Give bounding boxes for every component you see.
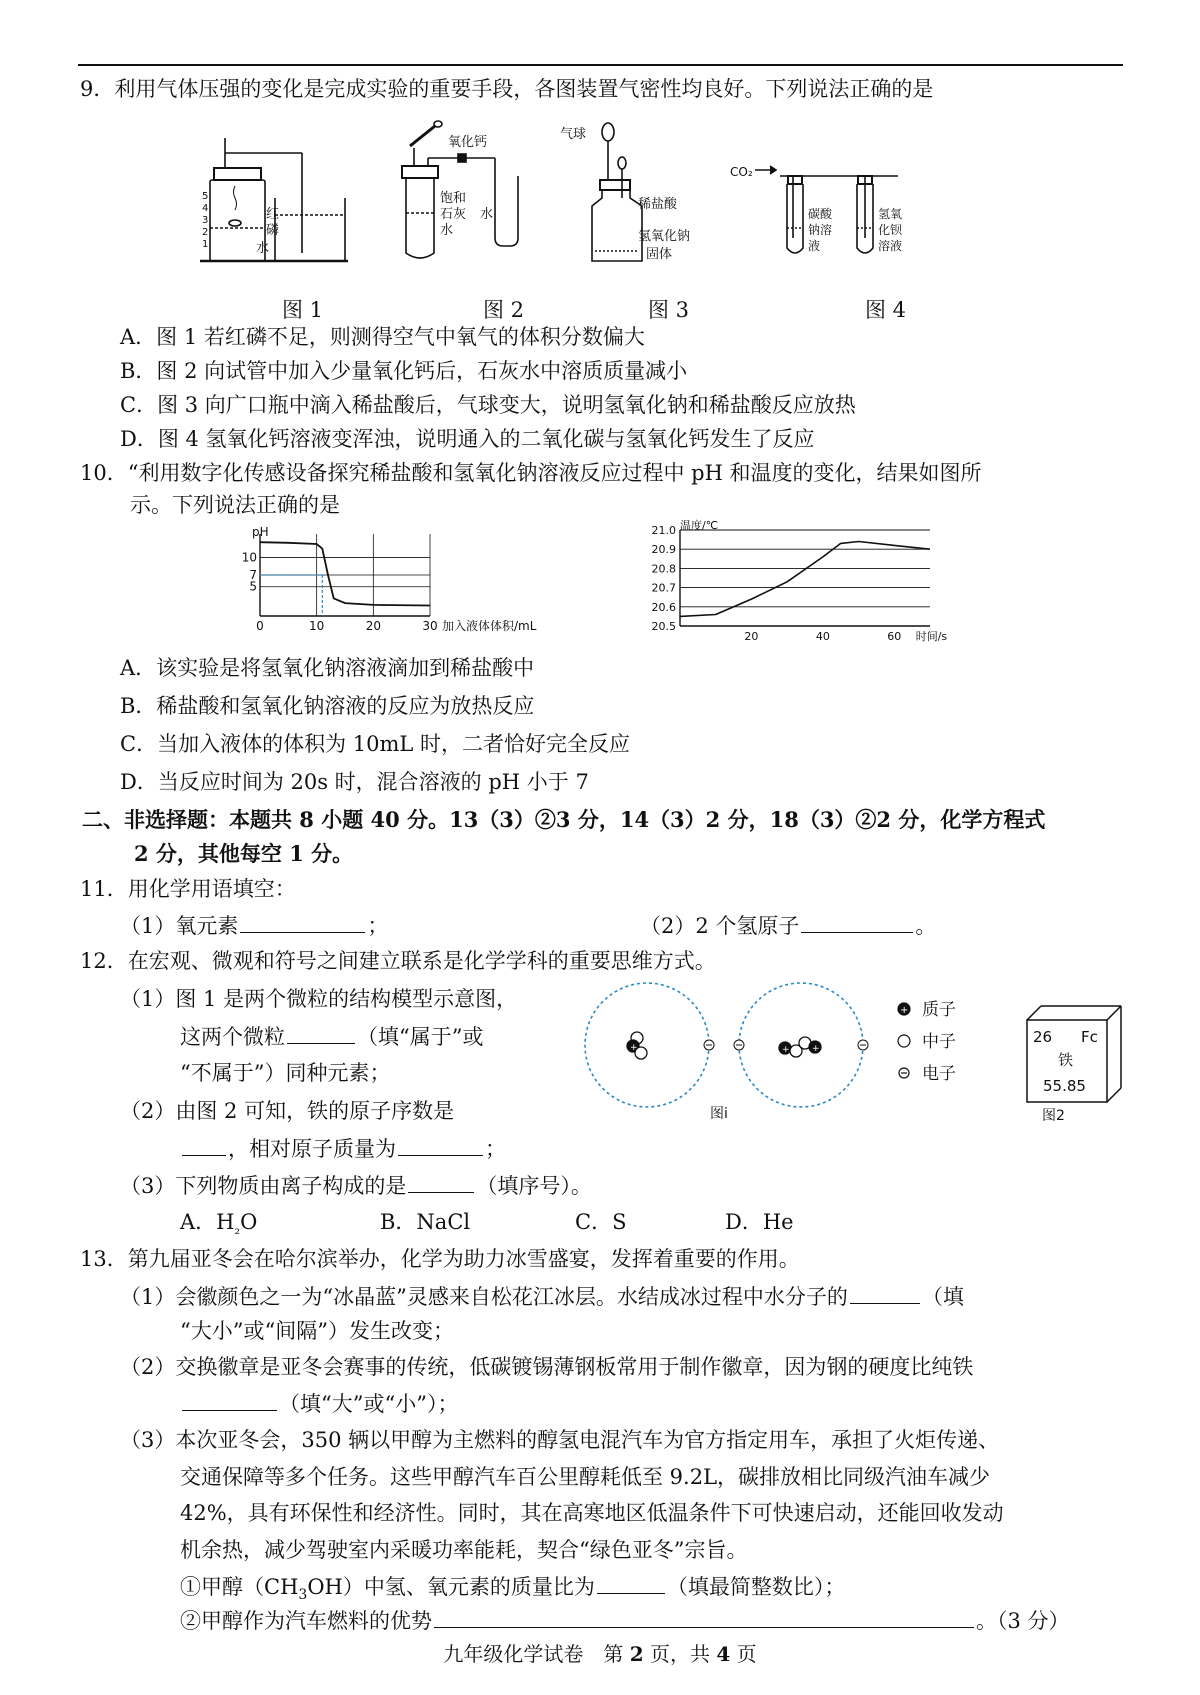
- fig1-label-phos2: 磷: [266, 223, 280, 238]
- q13-part-3e: ①甲醇$(CH_3OH)$中氢、氧元素的质量比为 （填最简整数比）；: [180, 1571, 845, 1610]
- temp-x-tick: 40: [815, 630, 830, 643]
- q10-option-d: D．当反应时间为 20s 时，混合溶液的 pH 小于 7: [120, 770, 589, 794]
- fig4-label-ca3: 溶液: [878, 239, 903, 253]
- temp-x-tick: 60: [887, 630, 902, 643]
- q12-choice-d: D．He: [725, 1210, 794, 1234]
- q10-option-c: C．当加入液体的体积为 10mL 时，二者恰好完全反应: [120, 732, 630, 756]
- element-name: 铁: [1058, 1051, 1074, 1069]
- q10-option-b: B．稀盐酸和氢氧化钠溶液的反应为放热反应: [120, 694, 535, 718]
- fig4-label-na3: 液: [808, 239, 821, 253]
- q13-part-2b: [180, 1388, 458, 1419]
- q13-blank-2[interactable]: [182, 1388, 277, 1411]
- legend-proton: 质子: [922, 1000, 956, 1020]
- temp-y-tick: 20.7: [651, 581, 676, 595]
- temp-y-tick: 20.6: [651, 600, 676, 614]
- q13-part-1b: “大小”或“间隔”）发生改变；: [180, 1319, 454, 1343]
- ph-x-tick: 10: [309, 619, 325, 633]
- ph-y-label: pH: [252, 525, 269, 539]
- ph-x-label: 加入液体体积/mL: [442, 619, 537, 633]
- ph-x-tick: 30: [422, 619, 438, 633]
- q10-option-a: A．该实验是将氢氧化钠溶液滴加到稀盐酸中: [120, 656, 535, 680]
- figure-2-caption: 图 2: [483, 298, 525, 322]
- figure-3-apparatus: [592, 123, 642, 261]
- atom-2-nucleus: [779, 1037, 821, 1057]
- fig3-label-naoh2: 固体: [646, 247, 673, 262]
- q13-part-2a: （2）交换徽章是亚冬会赛事的传统，低碳镀锡薄钢板常用于制作徽章，因为钢的硬度比纯铁: [120, 1355, 974, 1379]
- figure-1-ticks: [202, 191, 208, 250]
- svg-text:4: 4: [202, 203, 209, 214]
- q13-part-3a: （3）本次亚冬会，350 辆以甲醇为主燃料的醇氢电混汽车为官方指定用车，承担了火炬传递、: [120, 1428, 1000, 1452]
- q11-stem: 11．用化学用语填空：: [80, 877, 296, 901]
- q13-part-1a: [120, 1281, 964, 1312]
- ph-series-line: [260, 542, 430, 605]
- section-2-heading-2: 2 分，其他每空 1 分。: [134, 841, 354, 866]
- q12-blank-4[interactable]: [408, 1170, 474, 1193]
- q13-blank-4[interactable]: [434, 1605, 974, 1628]
- q12-part-3-text: （3）下列物质由离子构成的是: [120, 1174, 407, 1198]
- q12-part-1b-text: 这两个微粒: [180, 1025, 285, 1049]
- fig2-label-reagent: 氧化钙: [448, 135, 488, 150]
- q13-part-1a-text: （1）会徽颜色之一为“冰晶蓝”灵感来自松花江冰层。水结成冰过程中水分子的: [120, 1285, 848, 1309]
- temp-y-tick: 20.5: [651, 620, 676, 633]
- fig2-label-lime3: 水: [440, 223, 454, 238]
- figure-2-caption-q12: 图2: [1042, 1108, 1065, 1124]
- q12-part-2b-text: ，相对原子质量为: [228, 1137, 396, 1161]
- q9-option-d: D．图 4 氢氧化钙溶液变浑浊，说明通入的二氧化碳与氢氧化钙发生了反应: [120, 427, 815, 451]
- ph-y-tick: 5: [249, 579, 257, 594]
- svg-text:3: 3: [202, 215, 209, 226]
- fig4-label-na2: 钠溶: [808, 223, 833, 237]
- q11-blank-2[interactable]: [801, 910, 913, 933]
- ph-x-tick: 20: [365, 619, 381, 633]
- ph-chart: [241, 525, 620, 646]
- element-mass: 55.85: [1043, 1077, 1086, 1095]
- svg-text:2: 2: [202, 227, 209, 238]
- temp-series-line: [680, 542, 930, 617]
- q12-choice-c: C．S: [575, 1210, 627, 1234]
- temp-y-tick: 20.9: [651, 543, 676, 557]
- q12-part-1b: [180, 1021, 483, 1052]
- fig4-label-ca2: 化钡: [878, 223, 903, 237]
- legend-neutron: 中子: [922, 1032, 956, 1052]
- atom-legend: [898, 1003, 910, 1078]
- q9-stem: 9．利用气体压强的变化是完成实验的重要手段，各图装置气密性均良好。下列说法正确的是: [80, 77, 934, 101]
- figure-1-caption: 图 1: [282, 298, 324, 322]
- q12-blank-3[interactable]: [398, 1133, 483, 1156]
- q12-stem: 12．在宏观、微观和符号之间建立联系是化学学科的重要思维方式。: [80, 949, 716, 973]
- q12-blank-2[interactable]: [182, 1133, 226, 1156]
- svg-text:+: +: [900, 1005, 909, 1016]
- svg-text:+: +: [782, 1045, 790, 1055]
- atom-1-nucleus: [627, 1032, 647, 1059]
- element-number: 26: [1033, 1028, 1053, 1046]
- fig3-label-balloon: 气球: [560, 127, 587, 142]
- q12-part-3: [120, 1170, 592, 1201]
- figure-i-caption: 图i: [710, 1106, 728, 1122]
- q13-part-3b: 交通保障等多个任务。这些甲醇汽车百公里醇耗低至 9.2L，碳排放相比同级汽油车减少: [180, 1465, 991, 1489]
- q12-part-1a: （1）图 1 是两个微粒的结构模型示意图，: [120, 987, 518, 1011]
- figure-1-apparatus: [200, 138, 348, 261]
- q12-part-1b-end: （填“属于”或: [357, 1025, 484, 1049]
- legend-electron: 电子: [922, 1064, 956, 1084]
- q12-choice-a: A．$H_{_2}O$: [180, 1210, 258, 1239]
- ph-y-tick: 7: [249, 568, 257, 582]
- fig1-label-phos: 红: [266, 207, 280, 222]
- ph-y-tick: 10: [241, 550, 257, 565]
- svg-text:1: 1: [202, 239, 209, 250]
- q12-atom-figures: [575, 985, 1135, 1140]
- temp-x-tick: 20: [744, 630, 759, 643]
- element-symbol: Fc: [1081, 1028, 1098, 1046]
- temp-x-label: 时间/s: [915, 630, 948, 643]
- fig2-label-water: 水: [480, 207, 494, 222]
- q12-choice-b: B．NaCl: [380, 1210, 471, 1234]
- fig3-label-acid: 稀盐酸: [638, 197, 678, 212]
- figure-4-caption: 图 4: [865, 298, 907, 322]
- q13-part-3f: ②甲醇作为汽车燃料的优势 。（3 分）: [180, 1605, 1070, 1636]
- q13-part-2b-text: （填“大”或“小”）；: [279, 1392, 459, 1416]
- q9-figures: [190, 118, 930, 268]
- temp-y-label: 温度/℃: [680, 519, 719, 532]
- q13-part-1a-end: （填: [921, 1285, 964, 1309]
- q13-part-3c: 42%，具有环保性和经济性。同时，其在高寒地区低温条件下可快速启动，还能回收发动: [180, 1501, 1004, 1525]
- fig4-label-na1: 碳酸: [808, 207, 833, 221]
- q12-part-1c: “不属于”）同种元素；: [180, 1061, 391, 1085]
- fig1-label-water: 水: [256, 241, 270, 256]
- temperature-chart: [640, 520, 960, 648]
- fig2-label-lime2: 石灰: [440, 207, 467, 222]
- temp-y-tick: 21.0: [651, 524, 676, 537]
- q13-blank-1[interactable]: [850, 1281, 920, 1304]
- ph-x-tick: 0: [256, 619, 264, 633]
- svg-text:5: 5: [202, 191, 209, 202]
- section-2-heading-1: 二、非选择题：本题共 8 小题 40 分。13（3）②3 分，14（3）2 分，18（3）②2 分，化学方程式: [82, 807, 1046, 832]
- atom-1-orbit: [585, 983, 709, 1107]
- temp-y-tick: 20.8: [651, 562, 676, 576]
- atom-1-electron: [704, 1040, 714, 1050]
- q13-stem: 13．第九届亚冬会在哈尔滨举办，化学为助力冰雪盛宴，发挥着重要的作用。: [80, 1247, 800, 1271]
- q11-part-1-end: ；: [367, 914, 389, 938]
- fig3-label-naoh1: 氢氧化钠: [638, 229, 691, 244]
- q12-part-2b: [180, 1133, 506, 1164]
- q11-part-2: [640, 910, 936, 941]
- fig4-label-ca1: 氢氧: [878, 207, 903, 221]
- q11-blank-1[interactable]: [240, 910, 365, 933]
- top-rule: [78, 64, 1123, 66]
- q11-part-2-end: 。: [915, 914, 937, 938]
- q9-option-c: C．图 3 向广口瓶中滴入稀盐酸后，气球变大，说明氢氧化钠和稀盐酸反应放热: [120, 393, 856, 417]
- q12-part-2a: （2）由图 2 可知，铁的原子序数是: [120, 1099, 455, 1123]
- q9-option-b: B．图 2 向试管中加入少量氧化钙后，石灰水中溶质质量减小: [120, 359, 688, 383]
- q10-stem-2: 示。下列说法正确的是: [130, 493, 340, 517]
- q12-part-2b-end: ；: [485, 1137, 506, 1161]
- svg-text:+: +: [812, 1044, 820, 1054]
- q11-part-2-text: （2）2 个氢原子: [640, 914, 800, 938]
- q13-blank-3[interactable]: [597, 1571, 665, 1594]
- q13-part-3d: 机余热，减少驾驶室内采暖功率能耗，契合“绿色亚冬”宗旨。: [180, 1538, 748, 1562]
- q12-blank-1[interactable]: [287, 1021, 355, 1044]
- q11-part-1: [120, 910, 388, 941]
- fig4-label-co2: CO₂: [730, 165, 753, 179]
- figure-3-caption: 图 3: [648, 298, 690, 322]
- fig2-label-lime1: 饱和: [440, 191, 467, 206]
- page-footer: 九年级化学试卷 第 2 页，共 4 页: [443, 1642, 757, 1666]
- q10-stem-1: 10．“利用数字化传感设备探究稀盐酸和氢氧化钠溶液反应过程中 pH 和温度的变化，结果如图所: [80, 461, 982, 485]
- q11-part-1-text: （1）氧元素: [120, 914, 239, 938]
- q9-option-a: A．图 1 若红磷不足，则测得空气中氧气的体积分数偏大: [120, 325, 645, 349]
- svg-text:+: +: [630, 1043, 638, 1053]
- q12-part-3-end: （填序号）。: [476, 1174, 592, 1198]
